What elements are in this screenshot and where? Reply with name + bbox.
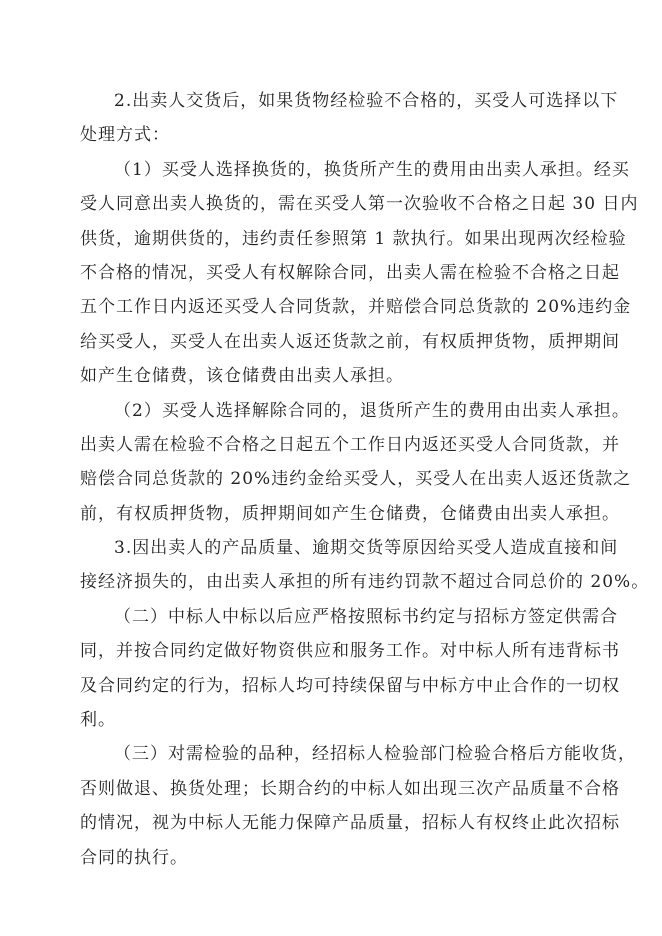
text-line: 否则做退、换货处理；长期合约的中标人如出现三次产品质量不合格 [80, 778, 620, 799]
text-line: 受人同意出卖人换货的，需在买受人第一次验收不合格之日起 30 日内 [80, 194, 639, 215]
text-line: 前，有权质押货物，质押期间如产生仓储费，仓储费由出卖人承担。 [80, 503, 620, 524]
text-line: 给买受人，买受人在出卖人返还货款之前，有权质押货物，质押期间 [80, 331, 620, 352]
paragraph [80, 394, 632, 532]
text-line: 赔偿合同总货款的 20%违约金给买受人，买受人在出卖人返还货款之 [80, 469, 632, 490]
text-line: 同，并按合同约定做好物资供应和服务工作。对中标人所有违背标书 [80, 641, 620, 662]
text-line: （2）买受人选择解除合同的，退货所产生的费用由出卖人承担。 [114, 400, 630, 421]
text-line: 接经济损失的，由出卖人承担的所有违约罚款不超过合同总价的 20%。 [80, 572, 650, 593]
text-line: 2.出卖人交货后，如果货物经检验不合格的，买受人可选择以下 [114, 91, 619, 111]
text-line: （1）买受人选择换货的，换货所产生的费用由出卖人承担。经买 [114, 159, 630, 180]
text-line: （二）中标人中标以后应严格按照标书约定与招标方签定供需合 [114, 606, 618, 627]
text-line: 不合格的情况，买受人有权解除合同，出卖人需在检验不合格之日起 [80, 262, 620, 283]
text-line: 处理方式： [80, 125, 170, 146]
paragraph [80, 600, 620, 738]
text-line: 如产生仓储费，该仓储费由出卖人承担。 [80, 366, 404, 387]
paragraph [80, 84, 619, 153]
document-page [80, 84, 650, 875]
text-line: 出卖人需在检验不合格之日起五个工作日内返还买受人合同货款，并 [80, 434, 620, 455]
text-line: （三）对需检验的品种，经招标人检验部门检验合格后方能收货， [114, 744, 636, 765]
text-line: 供货，逾期供货的，违约责任参照第 1 款执行。如果出现两次经检验 [80, 228, 627, 249]
paragraph [80, 737, 636, 875]
text-line: 3.因出卖人的产品质量、逾期交货等原因给买受人造成直接和间 [114, 538, 619, 559]
paragraph [80, 531, 650, 600]
text-line: 的情况，视为中标人无能力保障产品质量，招标人有权终止此次招标 [80, 813, 620, 834]
text-line: 及合同约定的行为，招标人均可持续保留与中标方中止合作的一切权 [80, 675, 620, 696]
paragraph [80, 153, 639, 394]
text-line: 五个工作日内返还买受人合同货款，并赔偿合同总货款的 20%违约金 [80, 297, 632, 318]
text-line: 利。 [80, 710, 116, 731]
text-line: 合同的执行。 [80, 847, 188, 868]
